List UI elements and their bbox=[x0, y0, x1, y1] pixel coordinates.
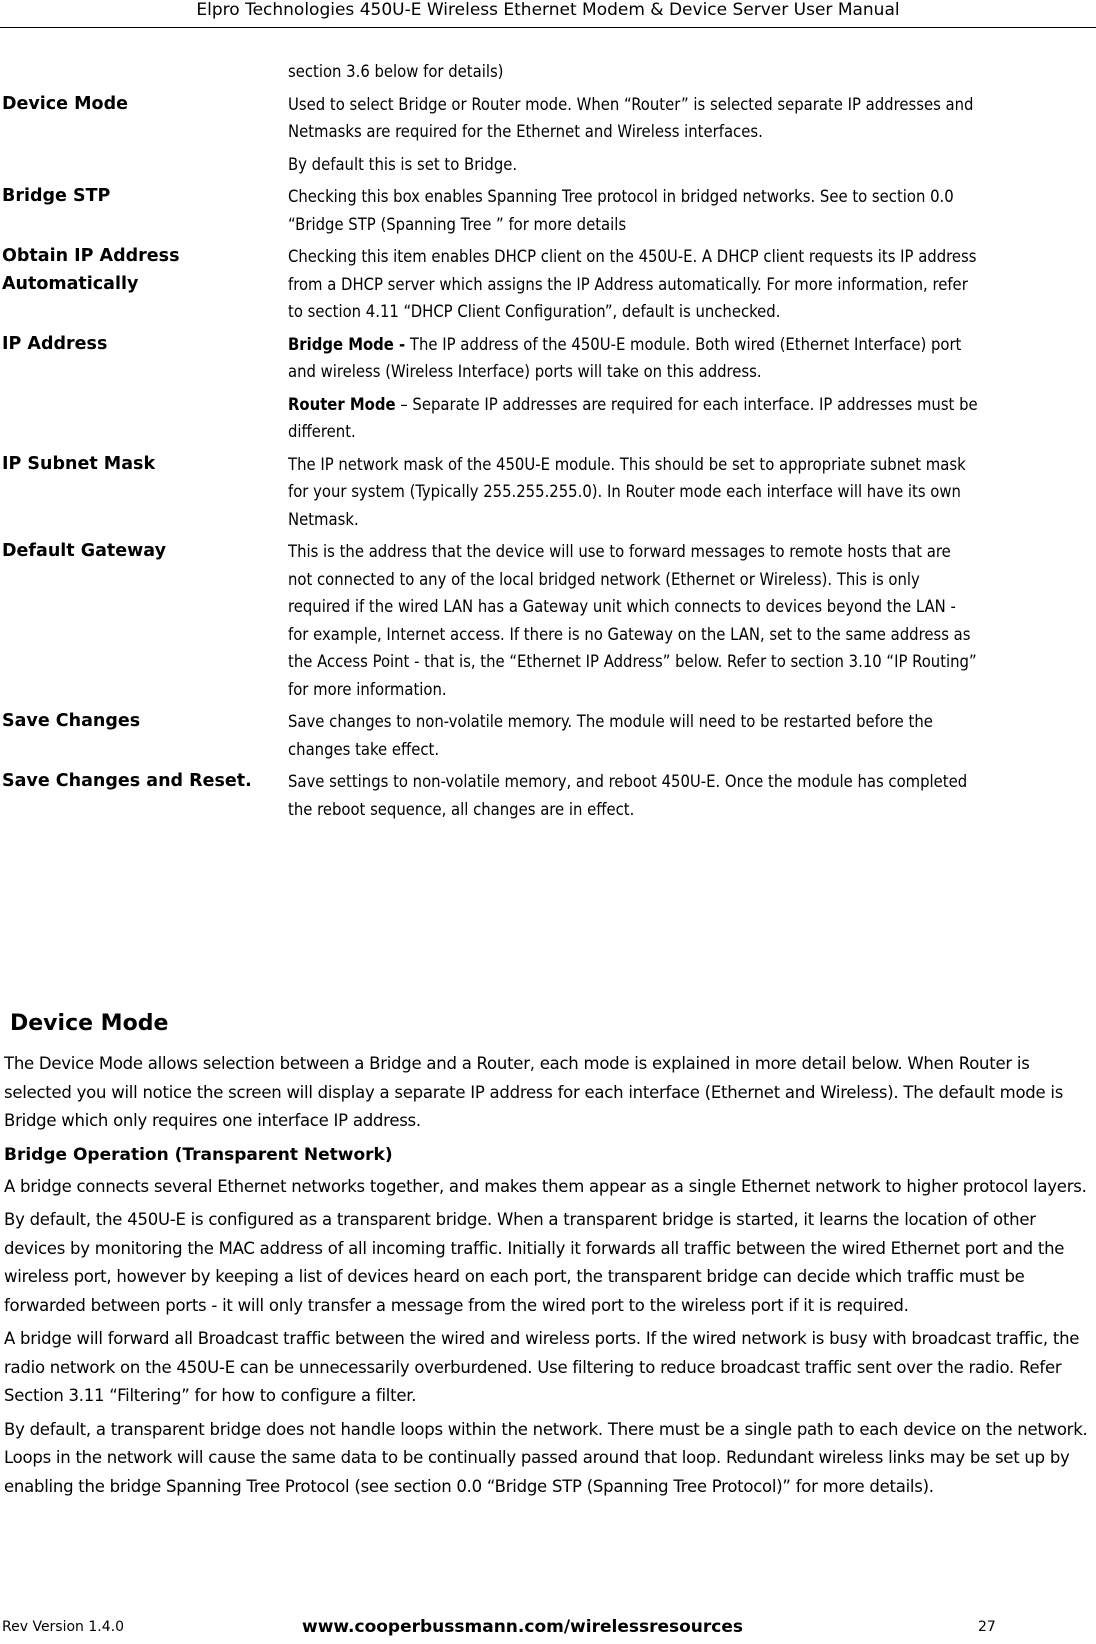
section-body bbox=[4, 1050, 1094, 1506]
definition-text: By default this is set to Bridge. bbox=[288, 154, 518, 174]
body-paragraph: By default, the 450U-E is configured as a transparent bridge. When a transparent bridge is started, it learns the location of other devices by monitoring the MAC address of all incoming traffic. Initially it forwards all traffic between the wired Ethernet port and the wireless port, however by keeping a list of devices heard on each port, the transparent bridge can decide which traffic must be forwarded between ports - it will only transfer a message from the wired port to the wireless port if it is required. bbox=[4, 1210, 1065, 1315]
body-paragraph: A bridge connects several Ethernet networks together, and makes them appear as a single Ethernet network to higher protocol layers. bbox=[4, 1176, 1087, 1196]
header-rule bbox=[0, 27, 1096, 28]
definition-term: Bridge STP bbox=[2, 186, 111, 206]
definition-row bbox=[0, 91, 1000, 179]
footer-url-link[interactable]: www.cooperbussmann.com/wirelessresources bbox=[302, 1617, 744, 1637]
footer-version: Rev Version 1.4.0 bbox=[2, 1619, 125, 1635]
bridge-mode-label: Bridge Mode - bbox=[288, 334, 406, 354]
definition-term: Obtain IP Address Automatically bbox=[2, 246, 180, 294]
definition-text bbox=[288, 331, 978, 386]
definition-term: Default Gateway bbox=[2, 541, 166, 561]
section-title: Device Mode bbox=[10, 1011, 169, 1036]
intro-fragment-row bbox=[0, 58, 1000, 86]
definitions-list bbox=[0, 58, 1000, 823]
page-header-title: Elpro Technologies 450U-E Wireless Ethernet Modem & Device Server User Manual bbox=[196, 0, 900, 20]
body-paragraph: A bridge will forward all Broadcast traffic between the wired and wireless ports. If the wired network is busy with broadcast traffic, the radio network on the 450U-E can be unnecessarily overburdened. Use filtering to reduce broadcast traffic sent over the radio. Refer Section 3.11 “Filtering” for how to configure a filter. bbox=[4, 1329, 1080, 1405]
definition-term: Save Changes bbox=[2, 711, 141, 731]
definition-text: Checking this box enables Spanning Tree protocol in bridged networks. See to section 0.0 “Bridge STP (Spanning Tree ” for more details bbox=[288, 187, 954, 234]
router-mode-text: – Separate IP addresses are required for each interface. IP addresses must be different. bbox=[288, 394, 978, 441]
definition-row bbox=[0, 183, 1000, 238]
definition-term: Save Changes and Reset. bbox=[2, 771, 252, 791]
subheading: Bridge Operation (Transparent Network) bbox=[4, 1144, 393, 1165]
definition-row bbox=[0, 331, 1000, 446]
definition-row bbox=[0, 243, 1000, 326]
intro-fragment: section 3.6 below for details) bbox=[288, 62, 504, 81]
definition-row bbox=[0, 768, 1000, 823]
page-number: 27 bbox=[978, 1619, 996, 1635]
router-mode-label: Router Mode bbox=[288, 394, 396, 414]
definition-row bbox=[0, 708, 1000, 763]
body-paragraph: By default, a transparent bridge does not handle loops within the network. There must be a single path to each device on the network. Loops in the network will cause the same data to be continually passed around that loop. Redundant wireless links may be set up by enabling the bridge Spanning Tree Protocol (see section 0.0 “Bridge STP (Spanning Tree Protocol)” for more details). bbox=[4, 1419, 1088, 1496]
definition-row bbox=[0, 451, 1000, 534]
definition-text: Save settings to non-volatile memory, and reboot 450U-E. Once the module has completed the reboot sequence, all changes are in effect. bbox=[288, 772, 968, 819]
definition-text: Used to select Bridge or Router mode. When “Router” is selected separate IP addresses and Netmasks are required for the Ethernet and Wireless interfaces. bbox=[288, 94, 974, 141]
page-footer bbox=[0, 1617, 1096, 1639]
definition-text: Save changes to non-volatile memory. The module will need to be restarted before the changes take effect. bbox=[288, 712, 933, 759]
bridge-mode-text: The IP address of the 450U-E module. Both wired (Ethernet Interface) port and wireless (Wireless Interface) ports will take on this address. bbox=[288, 334, 962, 381]
section-intro: The Device Mode allows selection between a Bridge and a Router, each mode is explained in more detail below. When Router is selected you will notice the screen will display a separate IP address for each interface (Ethernet and Wireless). The default mode is Bridge which only requires one interface IP address. bbox=[4, 1054, 1064, 1130]
definition-term: IP Address bbox=[2, 333, 108, 354]
definition-term: IP Subnet Mask bbox=[2, 453, 156, 474]
definition-text bbox=[288, 391, 978, 446]
definition-text: The IP network mask of the 450U-E module. This should be set to appropriate subnet mask for your system (Typically 255.255.255.0). In Router mode each interface will have its own Netmask. bbox=[288, 454, 966, 529]
definition-term: Device Mode bbox=[2, 93, 128, 114]
definition-row bbox=[0, 538, 1000, 703]
definition-text: This is the address that the device will use to forward messages to remote hosts that are not connected to any of the local bridged network (Ethernet or Wireless). This is only required if the wired LAN has a Gateway unit which connects to devices beyond the LAN - for example, Internet access. If there is no Gateway on the LAN, set to the same address as the Access Point - that is, the “Ethernet IP Address” below. Refer to section 3.10 “IP Routing” for more information. bbox=[288, 542, 977, 699]
definition-text: Checking this item enables DHCP client on the 450U-E. A DHCP client requests its IP address from a DHCP server which assigns the IP Address automatically. For more information, refer to section 4.11 “DHCP Client Configuration”, default is unchecked. bbox=[288, 247, 977, 321]
